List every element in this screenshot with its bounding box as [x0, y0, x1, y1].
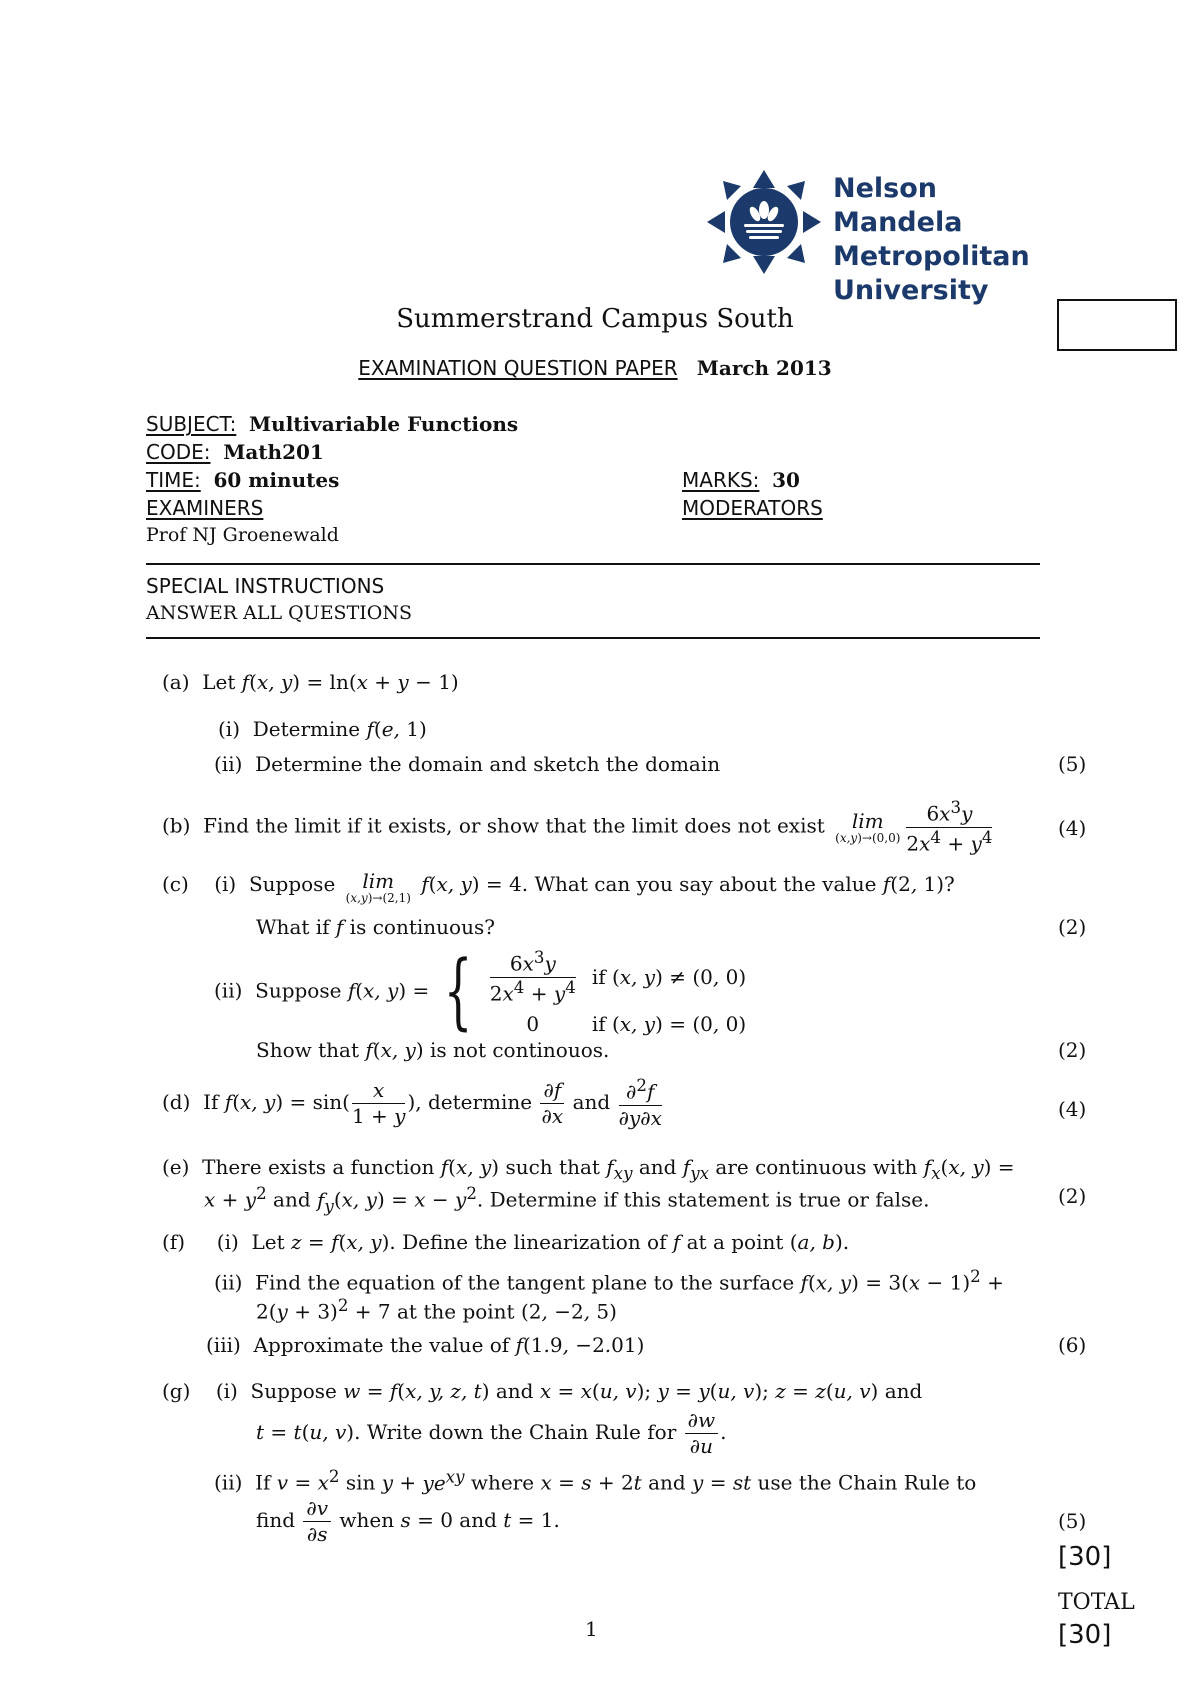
mark-f: (6): [1058, 1333, 1087, 1357]
time-value: 60 minutes: [213, 468, 340, 492]
question-f-i: (f) (i) Let z = f(x, y). Define the linearization of f at a point (a, b).: [162, 1230, 850, 1254]
university-name-line-1: Nelson Mandela: [833, 173, 963, 238]
subject-row: [146, 412, 518, 436]
university-logo: [705, 168, 1045, 306]
mark-b: (4): [1058, 816, 1087, 840]
subject-value: Multivariable Functions: [249, 412, 519, 436]
paper-type: EXAMINATION QUESTION PAPER: [358, 356, 678, 380]
question-d: (d) If f(x, y) = sin( $\frac{x}{1 + y}$ ), determine $\frac{\partial f}{\partial x}$ and $\frac{\partial^2f}{\partial y\partial x}$: [162, 1076, 662, 1130]
marks-row: [682, 468, 800, 492]
page-number: 1: [585, 1617, 598, 1641]
code-label: CODE:: [146, 440, 211, 464]
exam-date: March 2013: [696, 356, 832, 380]
time-row: [146, 468, 339, 492]
total-value: [30]: [1058, 1620, 1112, 1650]
mark-g: (5): [1058, 1509, 1087, 1533]
marks-label: MARKS:: [682, 468, 760, 492]
question-g-i-cont: t = t(u, v). Write down the Chain Rule for $\frac{\partial w}{\partial u}$ .: [256, 1408, 727, 1458]
question-e: (e) There exists a function f(x, y) such that $f_{xy}$ and $f_{yx}$ are continuous with $f_x(x$, y) =: [162, 1155, 1015, 1183]
examiner-name: Prof NJ Groenewald: [146, 524, 339, 546]
question-a-i: (i) Determine f(e, 1): [218, 717, 427, 741]
question-f-ii-cont: $2(y + 3)^2 + 7$ at the point (2, −2, 5): [256, 1296, 617, 1324]
divider-bottom: [146, 637, 1040, 639]
question-a: (a) Let f(x, y) = ln(x + y − 1): [162, 670, 459, 694]
question-c-ii-cont: Show that f(x, y) is not continouos.: [256, 1038, 610, 1062]
moderators-label: MODERATORS: [682, 496, 823, 520]
subject-label: SUBJECT:: [146, 412, 237, 436]
question-g-i: (g) (i) Suppose w = f(x, y, z, t) and x = x(u, v); y = y(u, v); z = z(u, v) and: [162, 1379, 923, 1403]
examiners-label: EXAMINERS: [146, 496, 264, 520]
question-g-ii-cont: find $\frac{\partial v}{\partial s}$ when s = 0 and t = 1.: [256, 1496, 560, 1546]
campus-title: Summerstrand Campus South: [396, 304, 794, 334]
total-label: TOTAL: [1058, 1590, 1135, 1615]
question-f-ii: (ii) Find the equation of the tangent plane to the surface f(x, $y) = 3(x - 1)^2$ +: [214, 1267, 1004, 1295]
university-name-line-2: Metropolitan: [833, 241, 1030, 272]
code-row: [146, 440, 324, 464]
marks-value: 30: [772, 468, 800, 492]
mark-e: (2): [1058, 1184, 1087, 1208]
divider-top: [146, 563, 1040, 565]
special-instructions-title: SPECIAL INSTRUCTIONS: [146, 574, 385, 598]
question-c-ii: (ii) Suppose f(x, y) = { $\frac{6x^3y}{2x^4 + y^4}$ if (x, y) ≠ (0, 0) 0 if (x, y) = (0, 0): [214, 944, 747, 1040]
mark-c2: (2): [1058, 1038, 1087, 1062]
special-instructions-text: ANSWER ALL QUESTIONS: [146, 602, 412, 624]
question-c-i-cont: What if f is continuous?: [256, 915, 495, 939]
question-b: (b) Find the limit if it exists, or show that the limit does not exist lim (x,y)→(0,0) $\frac{6x^3y}{2x^4 + y^4}$: [162, 798, 993, 856]
university-emblem-icon: [705, 168, 823, 276]
mark-c1: (2): [1058, 915, 1087, 939]
university-name: [833, 172, 1045, 308]
question-f-iii: (iii) Approximate the value of f(1.9, −2.01): [206, 1333, 645, 1357]
time-label: TIME:: [146, 468, 201, 492]
question-g-ii: (ii) If $v = x^2$ $\sin y + ye^{xy}$ where x = s + 2t and y = st use the Chain Rule to: [214, 1467, 977, 1495]
total-bracket: [30]: [1058, 1542, 1112, 1572]
university-name-line-3: University: [833, 275, 989, 306]
mark-d: (4): [1058, 1097, 1087, 1121]
question-e-cont: $x + y^2$ and $f_y(x$, $y) = x - y^2$. Determine if this statement is true or false.: [204, 1184, 930, 1216]
mark-a: (5): [1058, 752, 1087, 776]
question-c-i: (c) (i) Suppose lim (x,y)→(2,1) f(x, y) = 4. What can you say about the value f(2, 1)?: [162, 869, 955, 905]
paper-title-line: [0, 356, 1190, 380]
code-value: Math201: [223, 440, 324, 464]
question-a-ii: (ii) Determine the domain and sketch the domain: [214, 752, 721, 776]
